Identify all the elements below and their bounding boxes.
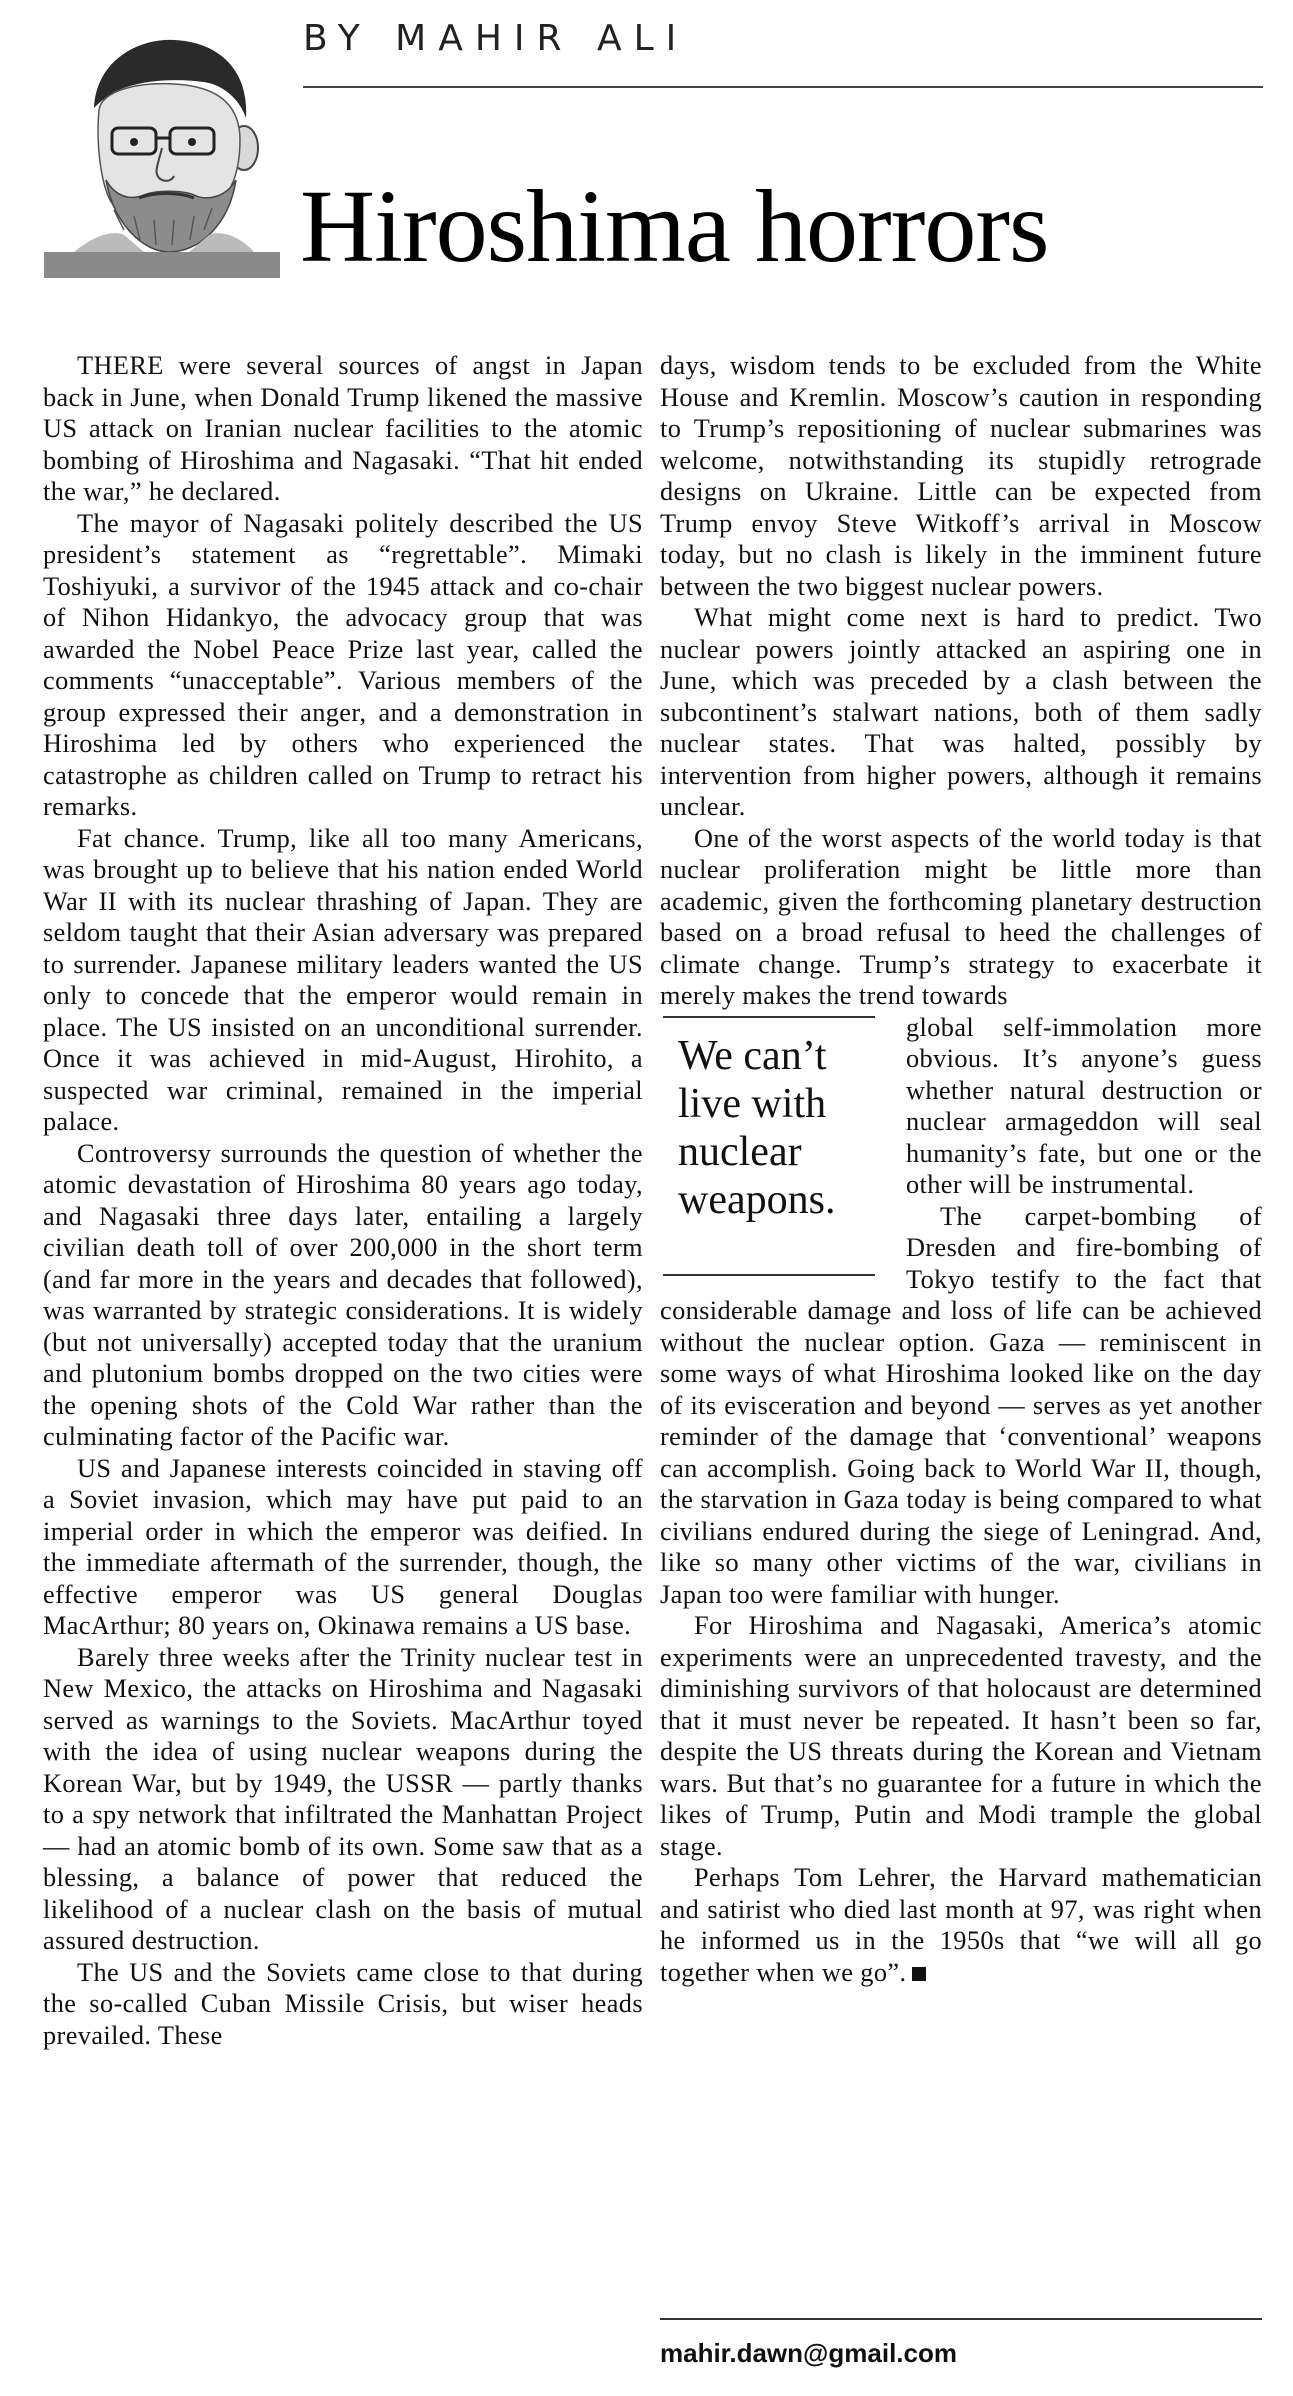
article-column-left — [43, 350, 643, 2051]
pull-quote-rule-top — [663, 1016, 875, 1018]
byline: BY MAHIR ALI — [303, 18, 689, 59]
paragraph: global self-immolation more obvious. It’s anyone’s guess whether natural destruction or nuclear armageddon will seal humanity’s fate, but one or the other will be instrumental. — [906, 1012, 1262, 1199]
author-sketch-icon — [44, 30, 280, 252]
paragraph: One of the worst aspects of the world today is that nuclear proliferation might be little more than academic, given the forthcoming planetary destruction based on a broad refusal to heed the challenges of climate change. Trump’s strategy to exacerbate it merely makes the trend towards — [660, 823, 1262, 1010]
portrait-caption-bar — [44, 252, 280, 278]
header-rule — [303, 86, 1263, 88]
paragraph: For Hiroshima and Nagasaki, America’s atomic experiments were an unprecedented travesty, and the diminishing survivors of that holocaust are determined that it must never be repeated. It hasn’t been so far, despite the US threats during the Korean and Vietnam wars. But that’s no guarantee for a future in which the likes of Trump, Putin and Modi trample the global stage. — [660, 1611, 1262, 1861]
paragraph — [660, 1862, 1262, 1988]
paragraph: THERE were several sources of angst in Japan back in June, when Donald Trump likened the massive US attack on Iranian nuclear facilities to the atomic bombing of Hiroshima and Nagasaki. “That hit ended the war,” he declared. — [43, 351, 643, 506]
article-column-right — [660, 350, 1262, 1988]
paragraph: Fat chance. Trump, like all too many Americans, was brought up to believe that his nation ended World War II with its nuclear thrashing of Japan. They are seldom taught that their Asian adversary was prepared to surrender. Japanese military leaders wanted the US only to concede that the emperor would remain in place. The US insisted on an unconditional surrender. Once it was achieved in mid-August, Hirohito, a suspected war criminal, remained in the imperial palace. — [43, 823, 643, 1136]
paragraph: The carpet-bombing of Dresden and fire-bombing of Tokyo testify to the fact that considerable damage and loss of life can be achieved without the nuclear option. Gaza — reminiscent in some ways of what Hiroshima looked like on the day of its evisceration and beyond — serves as yet another reminder of the damage that ‘conventional’ weapons can accomplish. Going back to World War II, though, the starvation in Gaza today is being compared to what civilians endured during the siege of Leningrad. And, like so many other victims of the war, civilians in Japan too were familiar with hunger. — [660, 1201, 1262, 1609]
footer-rule — [660, 2318, 1262, 2320]
author-email[interactable]: mahir.dawn@gmail.com — [660, 2338, 957, 2368]
paragraph: The mayor of Nagasaki politely described the US president’s statement as “regrettable”. Mimaki Toshiyuki, a survivor of the 1945 attack and co-chair of Nihon Hidankyo, the advocacy group that was awarded the Nobel Peace Prize last year, called the comments “unacceptable”. Various members of the group expressed their anger, and a demonstration in Hiroshima led by others who experienced the catastrophe as children called on Trump to retract his remarks. — [43, 508, 643, 821]
closing-paragraph-text: Perhaps Tom Lehrer, the Harvard mathematician and satirist who died last month at 97, was right when he informed us in the 1950s that “we will all go together when we go”. — [660, 1863, 1262, 1987]
headline: Hiroshima horrors — [300, 169, 1049, 284]
paragraph: Controversy surrounds the question of whether the atomic devastation of Hiroshima 80 years ago today, and Nagasaki three days later, entailing a largely civilian death toll of over 200,000 in the short term (and far more in the years and decades that followed), was warranted by strategic considerations. It is widely (but not universally) accepted today that the uranium and plutonium bombs dropped on the two cities were the opening shots of the Cold War rather than the culminating factor of the Pacific war. — [43, 1138, 643, 1451]
paragraph: What might come next is hard to predict. Two nuclear powers jointly attacked an aspiring one in June, which was preceded by a clash between the subcontinent’s stalwart nations, both of them sadly nuclear states. That was halted, possibly by intervention from higher powers, although it remains unclear. — [660, 603, 1262, 821]
end-mark-icon — [912, 1967, 926, 1981]
pull-quote-rule-bottom — [663, 1274, 875, 1276]
paragraph: The US and the Soviets came close to that during the so-called Cuban Missile Crisis, but wiser heads prevailed. These — [43, 1957, 643, 2050]
paragraph: Barely three weeks after the Trinity nuclear test in New Mexico, the attacks on Hiroshima and Nagasaki served as warnings to the Soviets. MacArthur toyed with the idea of using nuclear weapons during the Korean War, but by 1949, the USSR — partly thanks to a spy network that infiltrated the Manhattan Project — had an atomic bomb of its own. Some saw that as a blessing, a balance of power that reduced the likelihood of a nuclear clash on the basis of mutual assured destruction. — [43, 1642, 643, 1955]
author-portrait — [44, 30, 280, 252]
pull-quote-box — [660, 1012, 882, 1282]
paragraph: US and Japanese interests coincided in staving off a Soviet invasion, which may have put paid to an imperial order in which the emperor was deified. In the immediate aftermath of the surrender, though, the effective emperor was US general Douglas MacArthur; 80 years on, Okinawa remains a US base. — [43, 1453, 643, 1640]
pull-quote: We can’t live with nuclear weapons. — [678, 1032, 836, 1223]
paragraph: days, wisdom tends to be excluded from the White House and Kremlin. Moscow’s caution in responding to Trump’s repositioning of nuclear submarines was welcome, notwithstanding its stupidly retrograde designs on Ukraine. Little can be expected from Trump envoy Steve Witkoff’s arrival in Moscow today, but no clash is likely in the imminent future between the two biggest nuclear powers. — [660, 351, 1262, 601]
